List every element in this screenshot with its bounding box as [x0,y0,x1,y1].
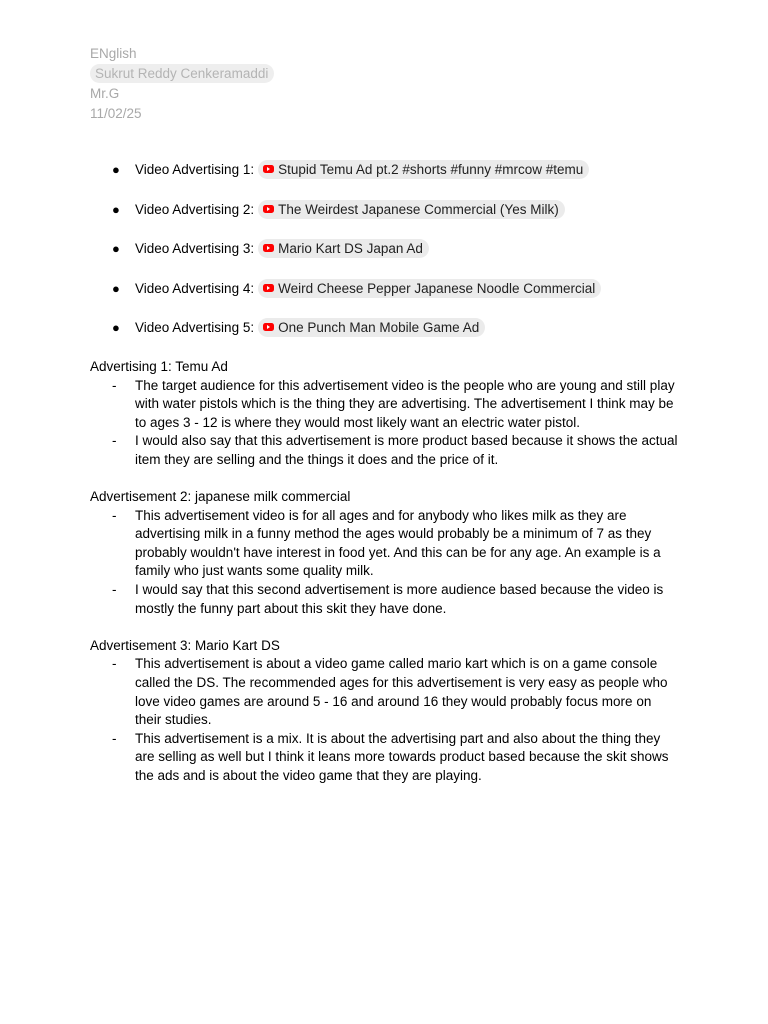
video-label-3: Video Advertising 3: [135,241,255,256]
video-link-chip-2[interactable] [258,200,565,219]
student-name-chip[interactable]: Sukrut Reddy Cenkeramaddi [90,64,274,83]
point-text: I would say that this second advertisement is more audience based because the video is mostly the funny part about this skit they have done. [135,582,664,616]
point-text: This advertisement is about a video game called mario kart which is on a game console called the DS. The recommended ages for this advertisement is very easy as people who love video games are around 5 - 16 and around 16 they would probably focus more on their studies. [135,656,668,728]
dash-marker: - [112,377,117,393]
section-point [90,377,680,433]
section-title-2: Advertisement 2: japanese milk commercial [90,489,351,505]
video-list-item-5 [90,318,680,358]
dash-marker: - [112,730,117,746]
point-text: This advertisement video is for all ages and for anybody who likes milk as they are advertising milk in a funny method the ages would probably be a minimum of 7 as they probably wouldn't have interest in food yet. And this can be for any age. An example is a family who just wants some quality milk. [135,507,661,579]
video-label-4: Video Advertising 4: [135,280,255,296]
section-advertising-1 [90,358,690,470]
youtube-icon [263,284,274,292]
video-title-5[interactable]: One Punch Man Mobile Game Ad [278,320,480,335]
point-text: I would also say that this advertisement is more product based because it shows the actual item they are selling and the things it does and the price of it. [135,433,678,467]
youtube-icon [263,244,274,252]
section-points-2 [90,507,690,619]
bullet-icon: ● [112,280,120,296]
section-point [90,730,680,786]
video-label-1: Video Advertising 1: [135,162,255,177]
video-link-chip-5[interactable] [258,318,485,337]
video-list-item-2 [90,200,680,240]
dash-marker: - [112,582,117,598]
section-points-3 [90,655,690,785]
point-text: The target audience for this advertisement video is the people who are young and still play with water pistols which is the thing they are advertising. The advertisement I think may be to ages 3 - 12 is where they would most likely want an electric water pistol. [135,377,675,430]
section-title-1: Advertising 1: Temu Ad [90,359,228,374]
video-link-chip-1[interactable] [258,160,589,179]
date-line: 11/02/25 [90,106,142,121]
youtube-icon [263,323,274,331]
dash-marker: - [112,433,117,449]
bullet-icon: ● [112,162,120,177]
video-list-item-4 [90,279,680,319]
section-advertisement-3 [90,637,690,786]
teacher-line: Mr.G [90,86,120,101]
youtube-icon [263,165,274,173]
youtube-icon [263,205,274,213]
video-title-2[interactable]: The Weirdest Japanese Commercial (Yes Milk) [278,201,559,217]
document-page [90,44,680,783]
analysis-sections [90,358,690,804]
video-link-chip-3[interactable] [258,239,429,258]
video-label-5: Video Advertising 5: [135,320,255,335]
video-label-2: Video Advertising 2: [135,201,255,217]
section-point [90,507,680,581]
video-list-item-1 [90,160,680,200]
dash-marker: - [112,656,117,672]
bullet-icon: ● [112,201,120,217]
bullet-icon: ● [112,320,120,335]
student-line [90,64,680,84]
point-text: This advertisement is a mix. It is about the advertising part and also about the thing they are selling as well but I think it leans more towards product based because the skit shows the ads and is about the video game that they are playing. [135,730,669,783]
video-link-list [90,160,680,358]
section-point [90,581,680,618]
dash-marker: - [112,507,117,523]
video-title-4[interactable]: Weird Cheese Pepper Japanese Noodle Commercial [278,280,596,296]
video-list-item-3 [90,239,680,279]
section-point [90,655,680,729]
video-link-chip-4[interactable] [258,279,601,298]
section-advertisement-2 [90,488,690,618]
video-title-3[interactable]: Mario Kart DS Japan Ad [278,241,423,256]
subject-line: ENglish [90,46,137,61]
section-points-1 [90,377,690,470]
section-title-3: Advertisement 3: Mario Kart DS [90,637,280,653]
bullet-icon: ● [112,241,120,256]
video-title-1[interactable]: Stupid Temu Ad pt.2 #shorts #funny #mrcow #temu [278,162,584,177]
section-point [90,432,680,469]
